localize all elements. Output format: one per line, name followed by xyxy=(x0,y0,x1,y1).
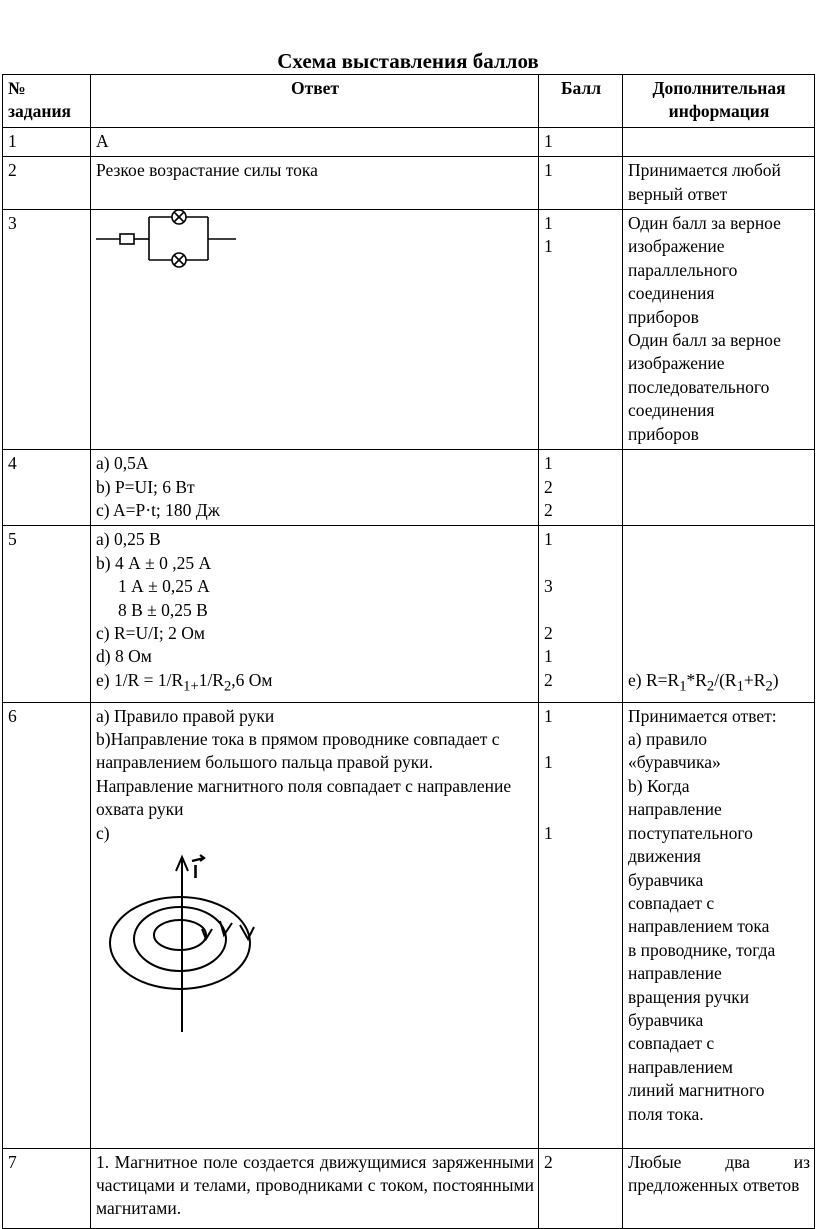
answer-line: 8 В ± 0,25 В xyxy=(118,599,208,620)
answer-cell xyxy=(91,210,539,450)
score-value: 1 xyxy=(544,646,553,667)
answer-line: a) 0,5A xyxy=(96,453,149,474)
lamp-icon xyxy=(172,253,186,267)
info-cell xyxy=(623,1148,815,1228)
answer-line: b) P=UI; 6 Вт xyxy=(96,476,195,497)
task-number: 7 xyxy=(3,1148,91,1228)
answer-cell xyxy=(91,702,539,1148)
current-label-arrow-icon xyxy=(192,855,204,861)
info-cell xyxy=(623,450,815,526)
page-title: Схема выставления баллов xyxy=(277,49,539,73)
scoring-table xyxy=(2,74,815,1229)
answer-cell xyxy=(91,127,539,156)
lamp-icon xyxy=(172,210,186,224)
answer-cell xyxy=(91,450,539,526)
info-cell xyxy=(623,526,815,702)
task-number: 5 xyxy=(3,526,91,702)
answer-line: c) xyxy=(96,822,110,843)
field-arrow-icon xyxy=(220,921,232,935)
header-answer: Ответ xyxy=(91,75,539,128)
info-line: приборов xyxy=(628,423,699,444)
info-line: «буравчика» xyxy=(628,752,721,773)
formula-part: ,6 Ом xyxy=(231,669,273,690)
info-line: направлением тока xyxy=(628,916,770,937)
info-line: Один балл за верное xyxy=(628,213,781,234)
formula-part: 1/R xyxy=(198,669,224,690)
score-value: 2 xyxy=(544,1151,553,1172)
formula-subscript: 1 xyxy=(736,678,744,695)
info-line: движения xyxy=(628,846,701,867)
formula-subscript: 2 xyxy=(223,678,232,695)
info-line: а) правило xyxy=(628,729,707,750)
table-row xyxy=(3,702,815,1148)
score-value: 2 xyxy=(544,669,553,690)
answer-line: c) A=P·t; 180 Дж xyxy=(96,499,220,520)
score-value: 1 xyxy=(544,705,553,726)
formula-part: *R xyxy=(686,669,707,690)
field-line-middle xyxy=(134,907,226,971)
score-value: 1 xyxy=(544,213,553,234)
answer-line-e xyxy=(96,669,534,699)
task-number: 3 xyxy=(3,210,91,450)
answer-cell xyxy=(91,1148,539,1228)
header-task-number: № задания xyxy=(3,75,91,128)
answer-line: 1 А ± 0,25 А xyxy=(118,576,210,597)
info-cell xyxy=(623,127,815,156)
score-cell xyxy=(539,210,623,450)
score-value: 2 xyxy=(544,499,553,520)
info-line: поля тока. xyxy=(628,1103,704,1124)
score-value: 1 xyxy=(544,236,553,257)
table-row xyxy=(3,127,815,156)
field-line-outer xyxy=(110,897,250,989)
formula-subscript: 2 xyxy=(706,678,715,695)
answer-line: А xyxy=(96,130,109,151)
table-row xyxy=(3,210,815,450)
score-value: 2 xyxy=(544,622,553,643)
score-cell xyxy=(539,127,623,156)
score-value: 1 xyxy=(544,130,553,151)
magnetic-field-figure xyxy=(96,847,256,1037)
info-line: направление xyxy=(628,799,722,820)
info-line: вращения ручки xyxy=(628,986,750,1007)
field-arrow-icon xyxy=(202,929,212,939)
info-line-e xyxy=(628,669,810,699)
score-value: 1 xyxy=(544,453,553,474)
field-line-inner xyxy=(154,920,206,950)
score-value: 1 xyxy=(544,822,553,843)
table-row xyxy=(3,450,815,526)
score-value: 2 xyxy=(544,476,553,497)
answer-cell xyxy=(91,526,539,702)
formula-part: +R xyxy=(743,669,766,690)
current-label: I xyxy=(193,862,199,883)
answer-line: Резкое возрастание силы тока xyxy=(96,160,318,181)
info-line: верный ответ xyxy=(628,183,728,204)
info-line: приборов xyxy=(628,306,699,327)
score-cell xyxy=(539,702,623,1148)
task-number: 4 xyxy=(3,450,91,526)
info-line: линий магнитного xyxy=(628,1080,765,1101)
score-cell xyxy=(539,157,623,210)
task-number: 6 xyxy=(3,702,91,1148)
table-row xyxy=(3,157,815,210)
info-line: направление xyxy=(628,963,722,984)
formula-part: e) R=R xyxy=(628,669,680,690)
info-line: последовательного xyxy=(628,376,770,397)
info-cell xyxy=(623,157,815,210)
formula-subscript: 1 xyxy=(679,678,687,695)
formula-part: e) 1/R = 1/R xyxy=(96,669,184,690)
answer-cell xyxy=(91,157,539,210)
info-line: параллельного xyxy=(628,259,738,280)
info-line: изображение xyxy=(628,353,725,374)
info-line: b) Когда xyxy=(628,775,690,796)
score-value: 1 xyxy=(544,752,553,773)
answer-line: c) R=U/I; 2 Ом xyxy=(96,622,205,643)
answer-line: a) Правило правой руки xyxy=(96,705,275,726)
table-row xyxy=(3,1148,815,1228)
info-cell xyxy=(623,702,815,1148)
info-line: в проводнике, тогда xyxy=(628,939,776,960)
info-line: совпадает с xyxy=(628,1033,715,1054)
table-row xyxy=(3,526,815,702)
table-header-row xyxy=(3,75,815,128)
info-line: изображение xyxy=(628,236,725,257)
header-score: Балл xyxy=(539,75,623,128)
resistor-symbol xyxy=(120,234,134,244)
formula-subscript: 1+ xyxy=(183,678,199,695)
formula-subscript: 2 xyxy=(765,678,773,695)
info-line: Принимается любой xyxy=(628,160,781,181)
score-cell xyxy=(539,526,623,702)
answer-line: b) 4 А ± 0 ,25 А xyxy=(96,552,212,573)
score-cell xyxy=(539,1148,623,1228)
answer-paragraph: 1. Магнитное поле создается движущимися заряженными частицами и телами, проводниками с током, постоянными магнитами. xyxy=(96,1151,534,1219)
score-cell xyxy=(539,450,623,526)
info-line: поступательного xyxy=(628,822,753,843)
info-line: направлением xyxy=(628,1056,733,1077)
info-line: буравчика xyxy=(628,1009,704,1030)
info-line: соединения xyxy=(628,283,715,304)
info-cell xyxy=(623,210,815,450)
task-number: 2 xyxy=(3,157,91,210)
info-line: Один балл за верное xyxy=(628,330,781,351)
score-value: 3 xyxy=(544,576,553,597)
info-line: буравчика xyxy=(628,869,704,890)
score-value: 1 xyxy=(544,529,553,550)
score-value: 1 xyxy=(544,160,553,181)
formula-part: /(R xyxy=(714,669,737,690)
info-line: соединения xyxy=(628,400,715,421)
circuit-diagram xyxy=(96,210,246,274)
answer-paragraph: b)Направление тока в прямом проводнике совпадает с направлением большого пальца правой руки. Направление магнитного поля совпадает с направление охвата руки xyxy=(96,729,512,820)
answer-line: d) 8 Ом xyxy=(96,646,152,667)
info-line: совпадает с xyxy=(628,892,715,913)
info-line: Принимается ответ: xyxy=(628,705,777,726)
task-number: 1 xyxy=(3,127,91,156)
info-paragraph: Любые два из предложенных ответов xyxy=(628,1151,810,1196)
answer-line: a) 0,25 В xyxy=(96,529,161,550)
formula-part: ) xyxy=(772,669,779,690)
header-info: Дополнительная информация xyxy=(623,75,815,128)
